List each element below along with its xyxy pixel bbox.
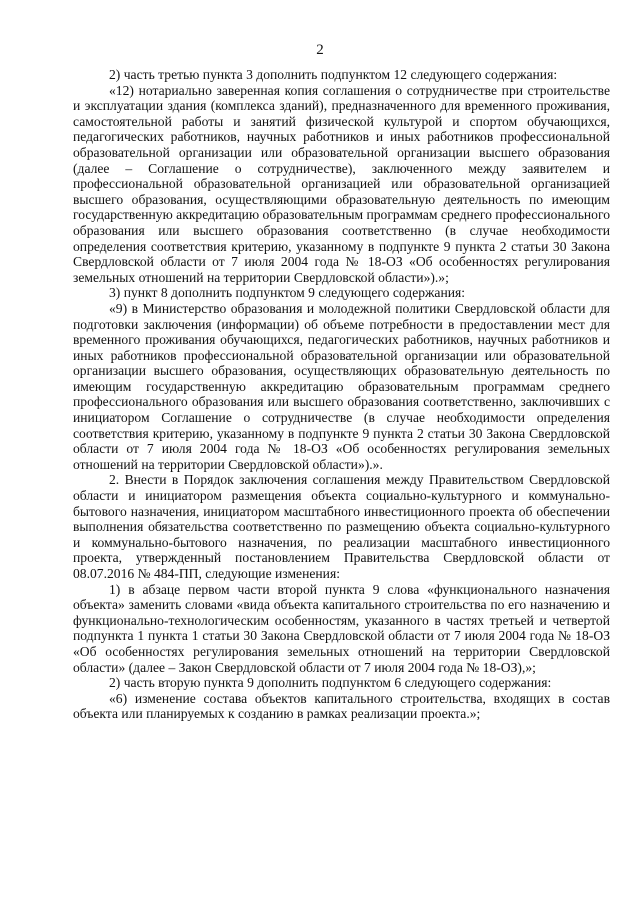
paragraph-subitem-12: «12) нотариально заверенная копия соглашения о сотрудничестве при строительстве и эксплуатации здания (комплекса зданий), предназначенного для временного проживания, самостоятельной работы и занятий физической культурой и спортом обучающихся, педагогических работников, научных работников и иных работников профессиональной образовательной организации или образовательной организации высшего образования (далее – Соглашение о сотрудничестве), заключенного между заявителем и профессиональной образовательной организацией или образовательной организацией высшего образования, осуществляющими образовательную деятельность по имеющим государственную аккредитацию образовательным программам среднего профессионального образования или высшего образования соответственно (в случае необходимости определения соответствия критерию, указанному в подпункте 9 пункта 2 статьи 30 Закона Свердловской области от 7 июля 2004 года № 18-ОЗ «Об особенностях регулирования земельных отношений на территории Свердловской области»).»; bbox=[73, 82, 610, 285]
page-number: 2 bbox=[316, 42, 324, 58]
paragraph-change-1: 1) в абзаце первом части второй пункта 9 слова «функционального назначения объекта» заменить словами «вида объекта капитального строительства по его назначению и функционально-технологическим особенностям, указанного в частях третьей и четвертой подпункта 1 пункта 1 статьи 30 Закона Свердловской области от 7 июля 2004 года № 18-ОЗ «Об особенностях регулирования земельных отношений на территории Свердловской области» (далее – Закон Свердловской области от 7 июля 2004 года № 18-ОЗ),»; bbox=[73, 581, 610, 675]
document-body bbox=[73, 67, 610, 722]
paragraph-item-3-point-8: 3) пункт 8 дополнить подпунктом 9 следующего содержания: bbox=[109, 285, 466, 301]
paragraph-subitem-6: «6) изменение состава объектов капитального строительства, входящих в состав объекта или планируемых к созданию в рамках реализации проекта.»; bbox=[73, 690, 610, 722]
paragraph-section-2: 2. Внести в Порядок заключения соглашения между Правительством Свердловской области и инициатором размещения объекта социально-культурного и коммунально-бытового назначения, инициатором масштабного инвестиционного проекта об обеспечении выполнения обязательства соответственно по размещению объекта социально-культурного и коммунально-бытового назначения, по реализации масштабного инвестиционного проекта, утвержденный постановлением Правительства Свердловской области от 08.07.2016 № 484-ПП, следующие изменения: bbox=[73, 472, 610, 581]
paragraph-subitem-9: «9) в Министерство образования и молодежной политики Свердловской области для подготовки заключения (информации) об объеме потребности в предоставлении мест для временного проживания обучающихся, педагогических работников, научных работников и иных работников профессиональной образовательной организации или образовательной организации высшего образования, осуществляющих образовательную деятельность по имеющим государственную аккредитацию образовательным программам среднего профессионального образования или высшего образования соответственно, заключивших с инициатором Соглашение о сотрудничестве (в случае необходимости определения соответствия критерию, указанному в подпункте 9 пункта 2 статьи 30 Закона Свердловской области от 7 июля 2004 года № 18-ОЗ «Об особенностях регулирования земельных отношений на территории Свердловской области»).». bbox=[73, 300, 610, 472]
paragraph-item-2-part-3: 2) часть третью пункта 3 дополнить подпунктом 12 следующего содержания: bbox=[109, 67, 558, 82]
paragraph-change-2: 2) часть вторую пункта 9 дополнить подпунктом 6 следующего содержания: bbox=[109, 675, 552, 691]
